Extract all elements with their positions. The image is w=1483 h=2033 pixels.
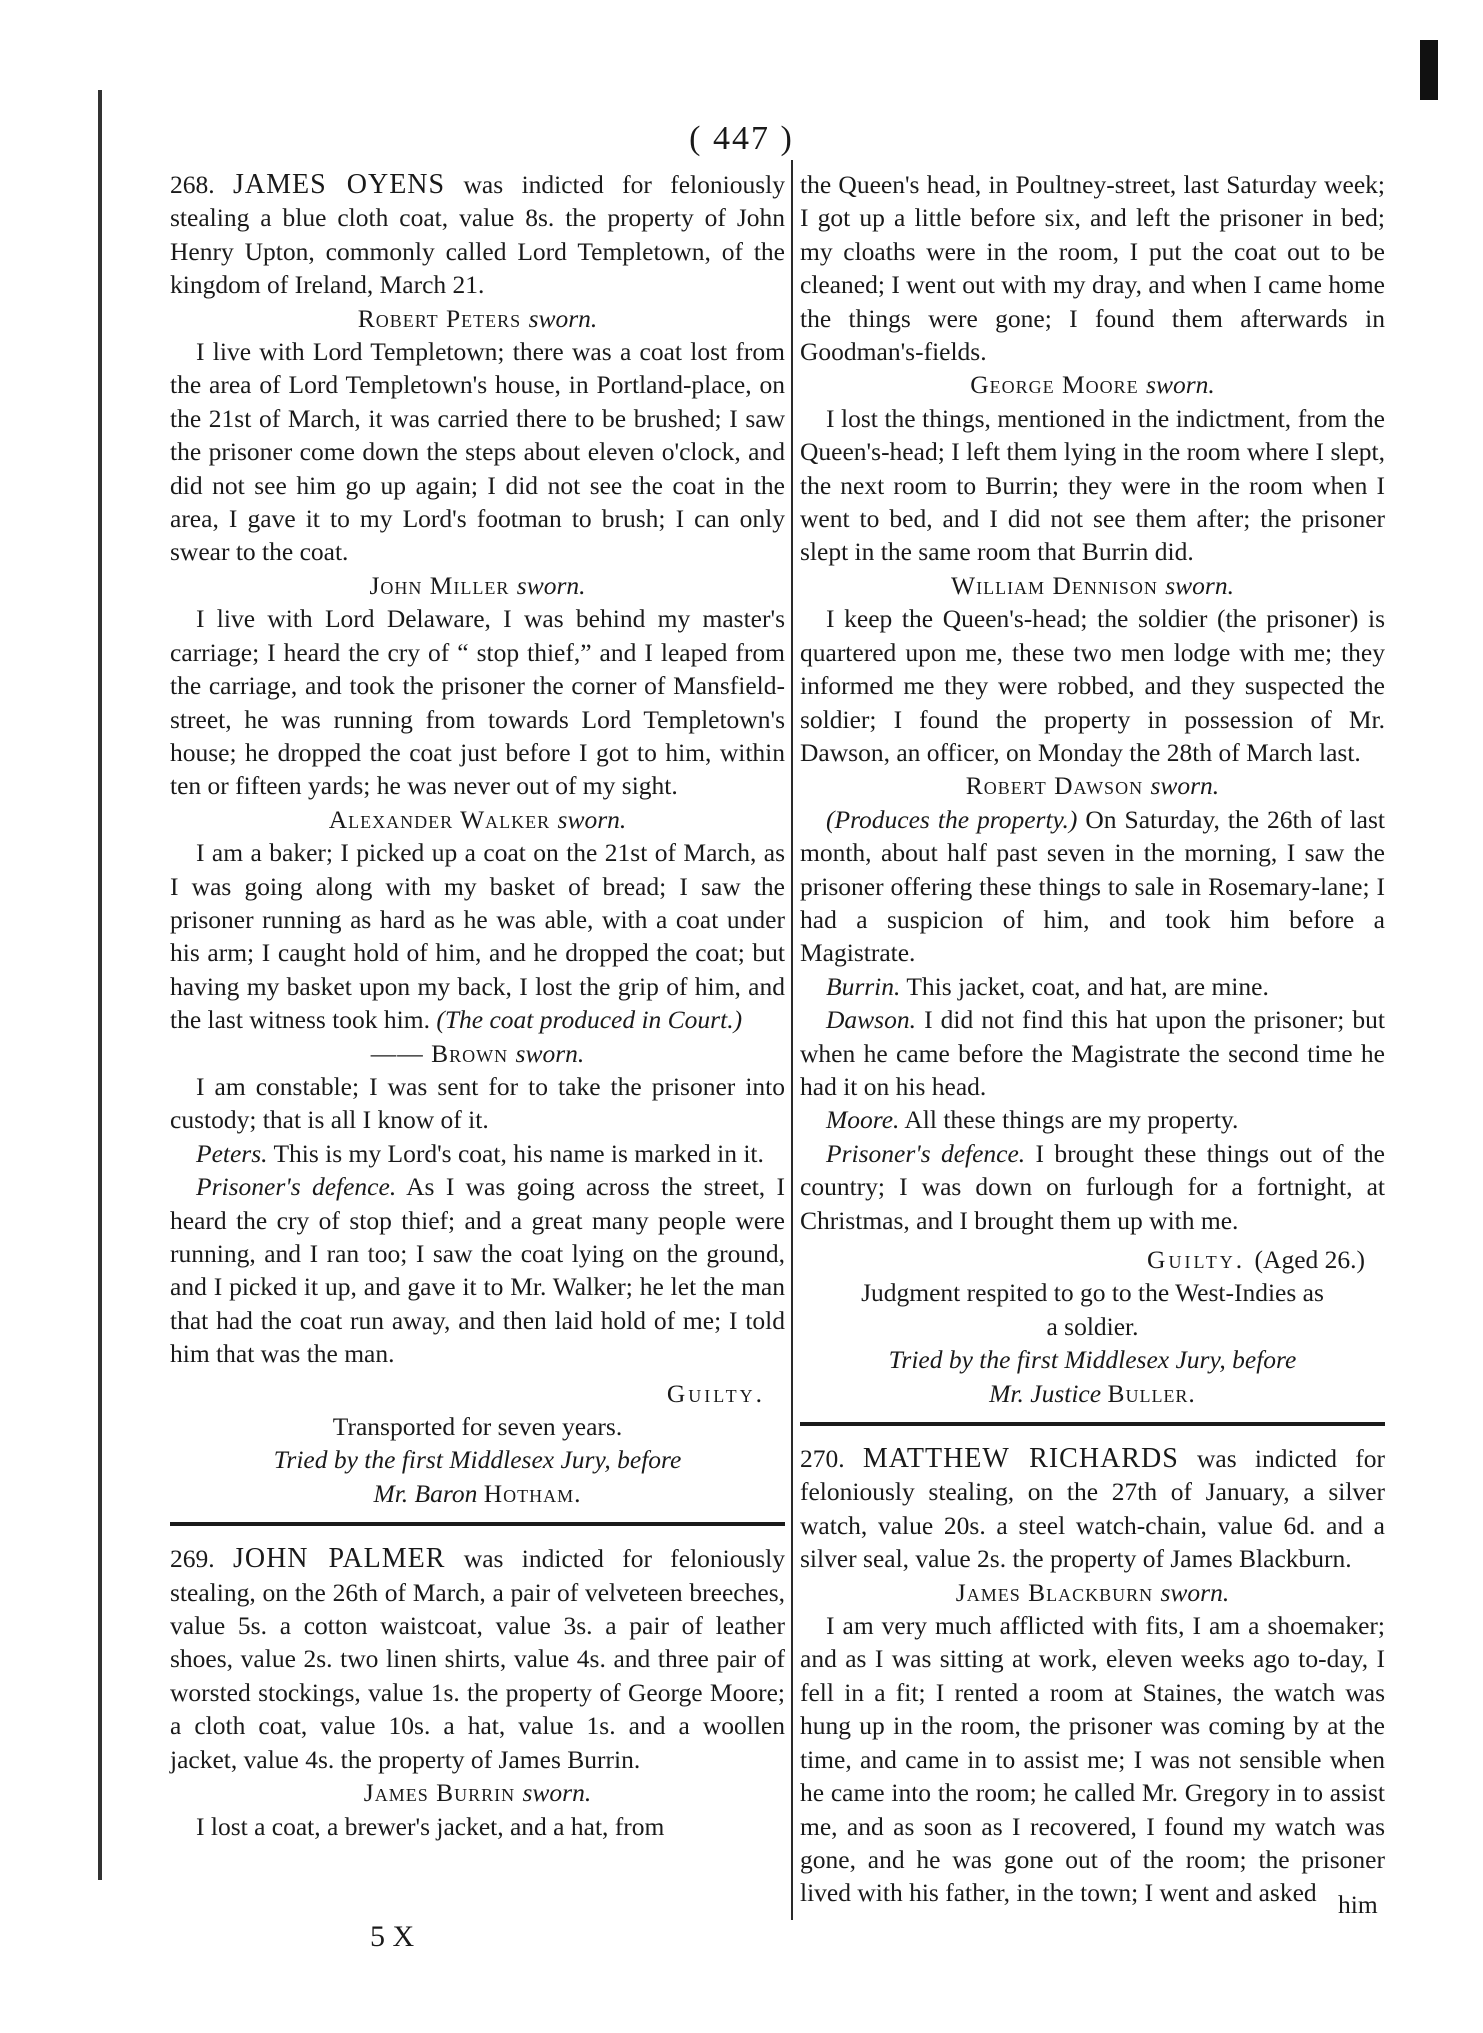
- witness-testimony: I am very much afflicted with fits, I am a shoemaker; and as I was sitting at work, eleven weeks ago to-day, I fell in a fit; I rented a room at Staines, the watch was hung up in the room, the prisoner was coming by at the time, and came in to assist me; I was not sensible when he came into the room; he called Mr. Gregory in to assist me, and as soon as I recovered, I found my watch was gone, and he was gone out of the room; the prisoner lived with his father, in the town; I went and asked: [800, 1611, 1385, 1908]
- speaker-line: Dawson. I did not find this hat upon the prisoner; but when he came before the Magistrate the second time he had it on his head.: [800, 1005, 1385, 1101]
- court-note: (Produces the property.): [826, 804, 1078, 834]
- defendant-name: JOHN PALMER: [232, 1543, 446, 1575]
- catchword: him: [1338, 1890, 1378, 1919]
- defendant-name: JAMES OYENS: [233, 169, 446, 200]
- witness-testimony: I live with Lord Templetown; there was a coat lost from the area of Lord Templetown's house, in Portland-place, on the 21st of March, it was carried there to be brushed; I saw the prisoner come down the steps about eleven o'clock, and did not see him go up again; I did not see the coat in the area, I gave it to my Lord's footman to brush; I can only swear to the coat.: [170, 337, 785, 567]
- sentence: Transported for seven years.: [332, 1412, 623, 1442]
- right-column: [800, 168, 1385, 1910]
- signature-mark: 5 X: [370, 1920, 415, 1953]
- verdict: Guilty. (Aged 26.): [1147, 1245, 1365, 1274]
- case-269-heading: [170, 1542, 785, 1776]
- witness-heading: Alexander Walker sworn.: [328, 804, 627, 834]
- witness-testimony: I keep the Queen's-head; the soldier (the prisoner) is quartered upon me, these two men lodge with me; they informed me they were robbed, and they suspected the soldier; I found the property in possession of Mr. Dawson, an officer, on Monday the 28th of March last.: [800, 604, 1385, 767]
- verdict: Guilty.: [666, 1378, 765, 1408]
- witness-heading: John Miller sworn.: [369, 570, 586, 600]
- witness-testimony: I lost the things, mentioned in the indictment, from the Queen's-head; I left them lying in the room where I slept, the next room to Burrin; they were in the room when I went to bed, and I did not see them after; the prisoner slept in the same room that Burrin did.: [800, 403, 1385, 567]
- witness-testimony: I am constable; I was sent for to take the prisoner into custody; that is all I know of it.: [170, 1071, 785, 1135]
- speaker-line: Burrin. This jacket, coat, and hat, are mine.: [826, 971, 1269, 1001]
- court-note: (The coat produced in Court.): [436, 1005, 743, 1035]
- witness-testimony: (Produces the property.) On Saturday, the 26th of last month, about half past seven in the morning, I saw the prisoner offering these things to sale in Rosemary-lane; I had a suspicion of him, and took him before a Magistrate.: [800, 804, 1386, 968]
- tried-by-judge: Mr. Justice Buller.: [989, 1378, 1196, 1408]
- witness-heading: James Blackburn sworn.: [955, 1577, 1230, 1607]
- page-number: ( 447 ): [689, 120, 794, 157]
- indictment-text: was indicted for feloniously stealing, on the 27th of January, a silver watch, value 20s. a steel watch-chain, value 6d. and a silver seal, value 2s. the property of James Blackburn.: [800, 1444, 1386, 1574]
- tried-by-judge: Mr. Baron Hotham.: [373, 1478, 582, 1508]
- case-separator: [170, 1522, 785, 1526]
- tried-by: Tried by the first Middlesex Jury, before: [888, 1345, 1297, 1375]
- case-268-heading: [170, 168, 785, 302]
- case-separator: [800, 1422, 1385, 1426]
- witness-heading: William Dennison sworn.: [951, 570, 1234, 600]
- case-270-heading: [800, 1442, 1385, 1576]
- indictment-text: was indicted for feloniously stealing a blue cloth coat, value 8s. the property of John Henry Upton, commonly called Lord Templetown, of the kingdom of Ireland, March 21.: [170, 170, 785, 300]
- witness-testimony: the Queen's head, in Poultney-street, last Saturday week; I got up a little before six, and left the prisoner in bed; my cloaths were in the room, I put the coat out to be cleaned; I went out with my dray, and when I came home the things were gone; I found them afterwards in Goodman's-fields.: [800, 170, 1385, 367]
- case-number: 270.: [800, 1444, 845, 1474]
- witness-heading: —— Brown sworn.: [370, 1038, 585, 1068]
- witness-testimony: I lost a coat, a brewer's jacket, and a hat, from: [196, 1811, 665, 1841]
- prisoner-defence: Prisoner's defence. I brought these things out of the country; I was down on furlough for a fortnight, at Christmas, and I brought them up with me.: [800, 1138, 1385, 1235]
- scan-edge-mark: [98, 90, 102, 1880]
- defendant-name: MATTHEW RICHARDS: [862, 1443, 1179, 1475]
- left-column: [170, 168, 785, 1843]
- indictment-text: was indicted for feloniously stealing, on the 26th of March, a pair of velveteen breeches, value 5s. a cotton waistcoat, value 3s. a pair of leather shoes, value 2s. two linen shirts, value 4s. and three pair of worsted stockings, value 1s. the property of George Moore; a cloth coat, value 10s. a hat, value 1s. and a woollen jacket, value 4s. the property of James Burrin.: [170, 1544, 786, 1774]
- witness-heading: George Moore sworn.: [970, 370, 1215, 400]
- sentence: a soldier.: [1046, 1311, 1139, 1341]
- witness-heading: Robert Peters sworn.: [357, 303, 598, 333]
- tried-by: Tried by the first Middlesex Jury, before: [273, 1445, 682, 1475]
- witness-testimony: I am a baker; I picked up a coat on the 21st of March, as I was going along with my basket of bread; I saw the prisoner running as hard as he was able, with a coat under his arm; I caught hold of him, and he dropped the coat; but having my basket upon my back, I lost the grip of him, and the last witness took him. (The coat produced in Court.): [170, 838, 785, 1035]
- case-number: 268.: [170, 170, 215, 199]
- scan-edge-mark: [1420, 40, 1438, 100]
- speaker-line: Peters. This is my Lord's coat, his name is marked in it.: [196, 1138, 764, 1168]
- case-number: 269.: [170, 1544, 215, 1574]
- witness-heading: Robert Dawson sworn.: [965, 771, 1220, 801]
- witness-testimony: I live with Lord Delaware, I was behind my master's carriage; I heard the cry of “ stop thief,” and I leaped from the carriage, and took the prisoner the corner of Mansfield-street, he was running from towards Lord Templetown's house; he dropped the coat just before I got to him, within ten or fifteen yards; he was never out of my sight.: [170, 604, 785, 801]
- sentence: Judgment respited to go to the West-Indies as: [861, 1278, 1324, 1308]
- speaker-line: Moore. All these things are my property.: [826, 1105, 1239, 1135]
- prisoner-defence: Prisoner's defence. As I was going across the street, I heard the cry of stop thief; and a great many people were running, and I ran too; I saw the coat lying on the ground, and I picked it up, and gave it to Mr. Walker; he let the man that had the coat run away, and then laid hold of me; I told him that was the man.: [170, 1172, 786, 1369]
- witness-heading: James Burrin sworn.: [363, 1778, 592, 1808]
- column-divider: [791, 160, 793, 1920]
